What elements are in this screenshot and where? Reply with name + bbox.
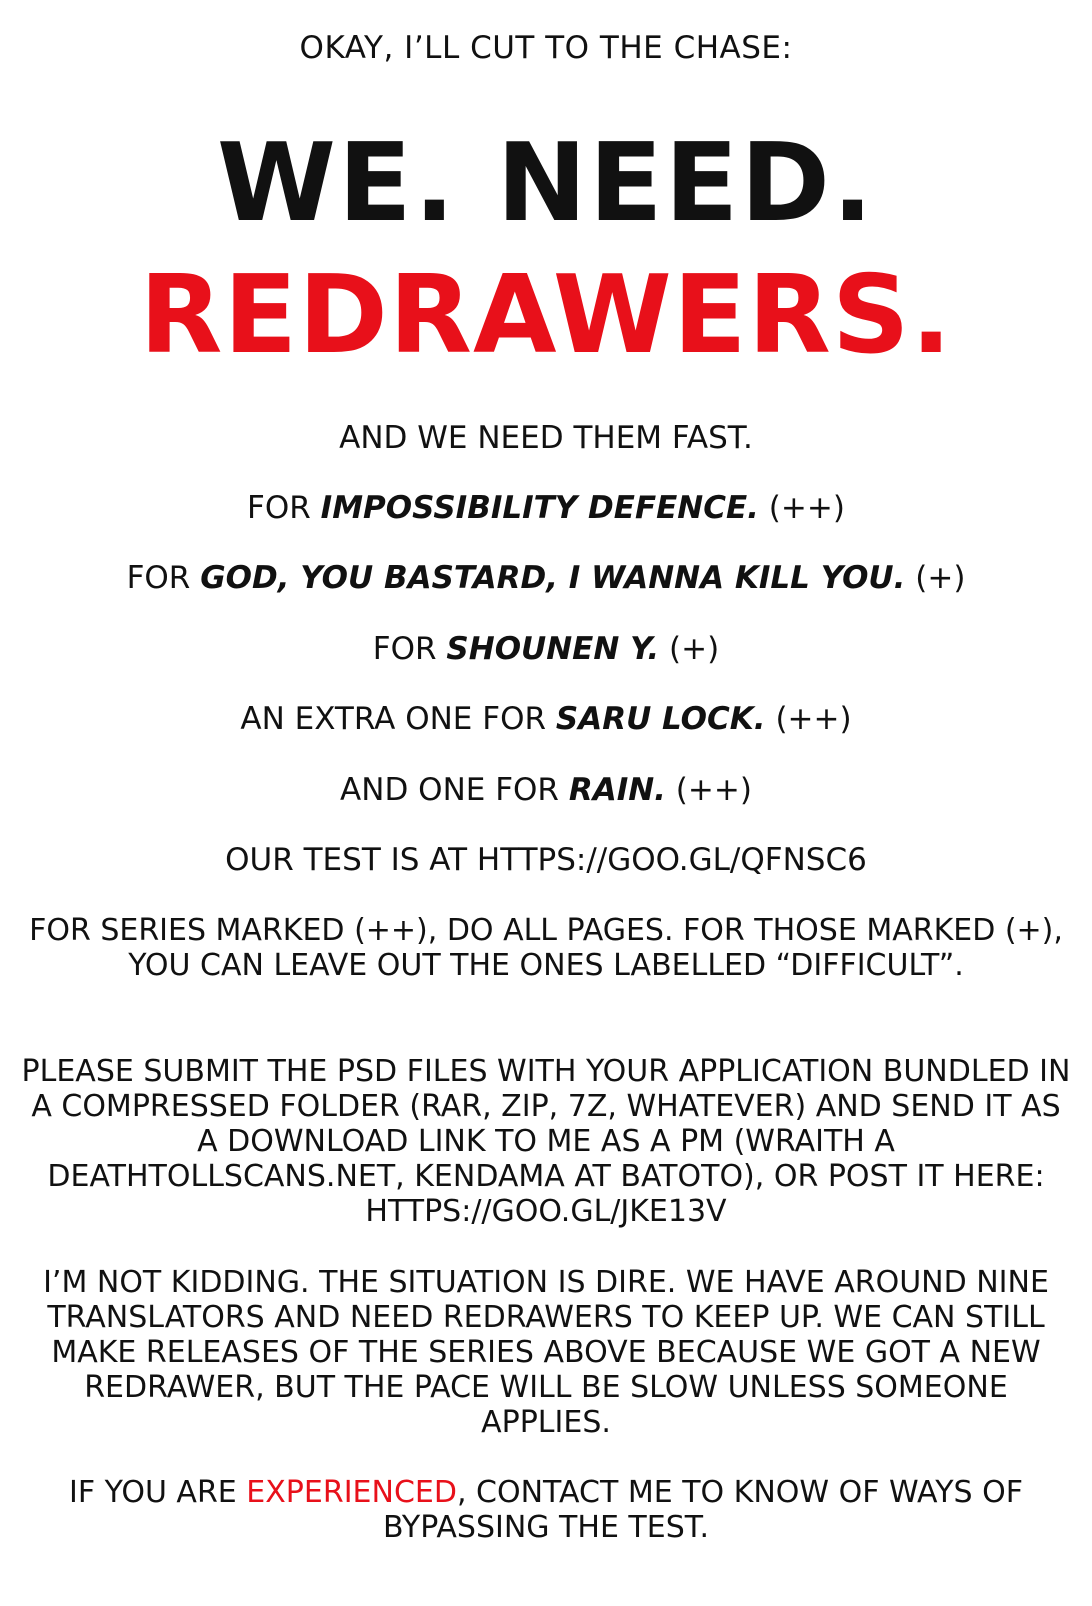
paragraph-marks-explained: FOR SERIES MARKED (++), DO ALL PAGES. FOR THOSE MARKED (+), YOU CAN LEAVE OUT THE ONES LABELLED “DIFFICULT”.	[29, 913, 1063, 983]
line-rain	[0, 772, 1092, 808]
line-saru-lock	[0, 701, 1092, 737]
series-title: IMPOSSIBILITY DEFENCE.	[320, 490, 759, 526]
series-mark: (++)	[765, 701, 852, 737]
line-prefix: FOR	[126, 560, 201, 596]
line-prefix: FOR	[372, 631, 447, 667]
headline-redrawers: REDRAWERS.	[139, 253, 953, 378]
experienced-before: IF YOU ARE	[69, 1475, 247, 1510]
paragraph-experienced	[20, 1475, 1072, 1545]
headline-we-need: WE. NEED.	[216, 121, 876, 246]
series-title: SHOUNEN Y.	[446, 631, 660, 667]
line-prefix: AND ONE FOR	[340, 772, 569, 808]
line-god-you-bastard	[0, 560, 1092, 596]
line-shounen-y	[0, 631, 1092, 667]
line-impossibility-defence	[0, 490, 1092, 526]
test-link-text: OUR TEST IS AT HTTPS://GOO.GL/QFNSC6	[225, 842, 867, 878]
series-mark: (+)	[905, 560, 966, 596]
series-title: RAIN.	[568, 772, 666, 808]
series-title: GOD, YOU BASTARD, I WANNA KILL YOU.	[200, 560, 906, 596]
line-text: AND WE NEED THEM FAST.	[339, 420, 753, 456]
paragraph-situation: I’M NOT KIDDING. THE SITUATION IS DIRE. WE HAVE AROUND NINE TRANSLATORS AND NEED REDRAWERS TO KEEP UP. WE CAN STILL MAKE RELEASES OF THE SERIES ABOVE BECAUSE WE GOT A NEW REDRAWER, BUT THE PACE WILL BE SLOW UNLESS SOMEONE APPLIES.	[43, 1265, 1049, 1440]
experienced-highlight: EXPERIENCED	[246, 1475, 457, 1510]
line-test-link	[0, 842, 1092, 878]
intro-text: OKAY, I’LL CUT TO THE CHASE:	[299, 30, 793, 66]
series-title: SARU LOCK.	[555, 701, 766, 737]
paragraph-submission: PLEASE SUBMIT THE PSD FILES WITH YOUR APPLICATION BUNDLED IN A COMPRESSED FOLDER (RAR, ZIP, 7Z, WHATEVER) AND SEND IT AS A DOWNLOAD LINK TO ME AS A PM (WRAITH A DEATHTOLLSCANS.NET, KENDAMA AT BATOTO), OR POST IT HERE: HTTPS://GOO.GL/JKE13V	[21, 1054, 1071, 1229]
experienced-after: , CONTACT ME TO KNOW OF WAYS OF BYPASSING THE TEST.	[382, 1475, 1023, 1545]
series-mark: (+)	[659, 631, 720, 667]
series-mark: (++)	[665, 772, 752, 808]
line-prefix: FOR	[247, 490, 321, 526]
line-need-fast	[0, 420, 1092, 456]
series-mark: (++)	[758, 490, 845, 526]
line-prefix: AN EXTRA ONE FOR	[240, 701, 556, 737]
